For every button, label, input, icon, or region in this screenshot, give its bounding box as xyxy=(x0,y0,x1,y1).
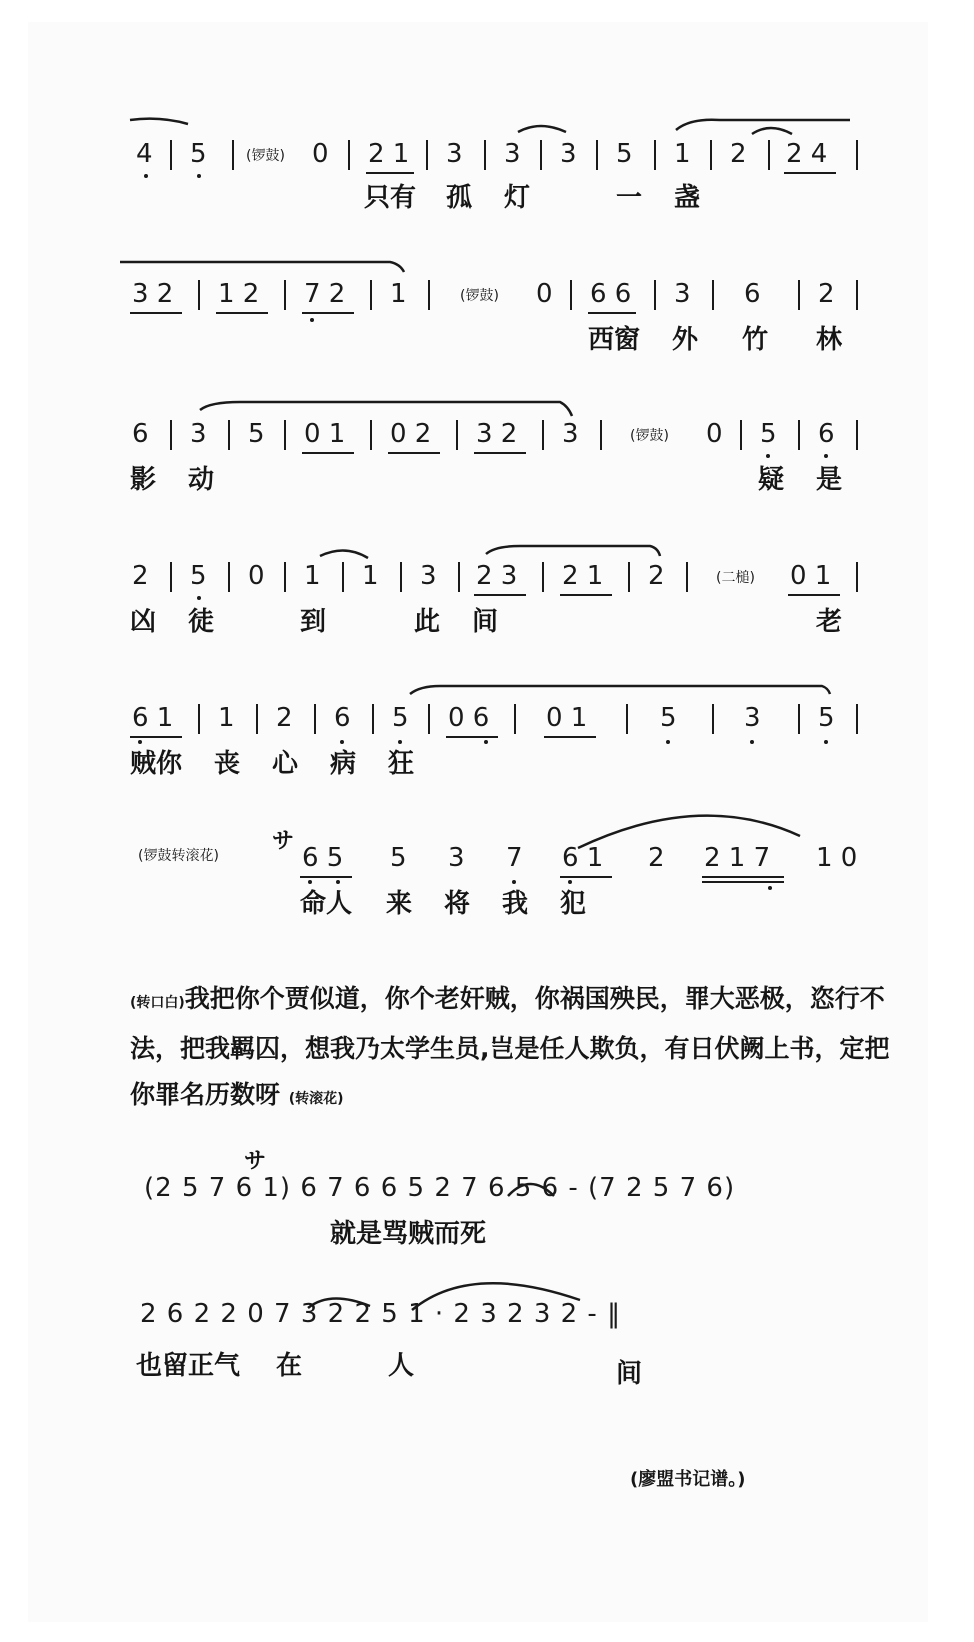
octave-dot xyxy=(512,880,516,884)
barline xyxy=(712,704,714,734)
lyric: 也留正气 xyxy=(136,1351,241,1381)
underline xyxy=(130,312,182,314)
note: 3 2 xyxy=(476,419,518,449)
note: 3 xyxy=(446,139,463,169)
note: 6 xyxy=(744,279,761,309)
barline xyxy=(348,140,350,170)
underline xyxy=(302,312,354,314)
barline xyxy=(198,280,200,310)
percussion-label: (锣鼓) xyxy=(460,288,499,304)
note: 6 1 xyxy=(562,843,604,873)
underline xyxy=(446,736,498,738)
note: 3 xyxy=(190,419,207,449)
octave-dot xyxy=(750,740,754,744)
barline xyxy=(570,280,572,310)
barline xyxy=(170,140,172,170)
barline xyxy=(540,140,542,170)
note: 3 xyxy=(744,703,761,733)
barline xyxy=(484,140,486,170)
barline xyxy=(710,140,712,170)
barline xyxy=(284,562,286,592)
spoken-text: 我把你个贾似道，你个老奸贼，你祸国殃民，罪大恶极，恣行不法，把我羁囚，想我乃太学生员,岂是任人欺负，有日伏阙上书，定把你罪名历数呀 xyxy=(130,984,890,1109)
barline xyxy=(458,562,460,592)
note: 5 xyxy=(760,419,777,449)
slur xyxy=(486,546,660,556)
underline xyxy=(588,312,636,314)
lyric: 我 xyxy=(502,889,529,919)
slur xyxy=(518,126,566,132)
barline xyxy=(284,420,286,450)
underline xyxy=(560,876,612,878)
note: 3 xyxy=(420,561,437,591)
underline xyxy=(216,312,268,314)
barline xyxy=(626,704,628,734)
note: 4 xyxy=(136,139,153,169)
notation-row-2 xyxy=(0,278,974,318)
lyric: 到 xyxy=(300,607,327,637)
note: 1 xyxy=(218,703,235,733)
lyric: 动 xyxy=(188,465,215,495)
lyric: 人 xyxy=(388,1351,415,1381)
note: 0 1 xyxy=(304,419,346,449)
lyric: 就是骂贼而死 xyxy=(330,1219,487,1249)
notation-row-8: 2 6 2 2 0 7 3 2 2 5 1 · 2 3 2 3 2 - ‖ xyxy=(140,1299,622,1329)
barline xyxy=(256,704,258,734)
octave-dot xyxy=(336,880,340,884)
barline xyxy=(542,420,544,450)
barline xyxy=(798,420,800,450)
percussion-label: (锣鼓) xyxy=(630,428,669,444)
note: 0 xyxy=(706,419,723,449)
slur xyxy=(410,686,830,694)
note: 5 xyxy=(392,703,409,733)
note: 3 2 xyxy=(132,279,174,309)
barline xyxy=(428,280,430,310)
note: 6 6 xyxy=(590,279,632,309)
slur xyxy=(200,402,572,416)
octave-dot xyxy=(144,174,148,178)
lyric: 徒 xyxy=(188,607,215,637)
note: 0 1 xyxy=(790,561,832,591)
barline xyxy=(400,562,402,592)
barline xyxy=(856,140,858,170)
barline xyxy=(856,420,858,450)
barline xyxy=(686,562,688,592)
barline xyxy=(542,562,544,592)
percussion-label: (二槌) xyxy=(716,570,755,586)
underline xyxy=(366,172,414,174)
barline xyxy=(428,704,430,734)
underline xyxy=(702,876,784,878)
lyric: 贼你 xyxy=(130,749,183,779)
note: 0 xyxy=(312,139,329,169)
barline xyxy=(284,280,286,310)
lyric: 影 xyxy=(130,465,157,495)
lyric: 疑 xyxy=(758,465,785,495)
transcriber-credit: (廖盟书记谱。) xyxy=(630,1469,746,1490)
lyric: 竹 xyxy=(742,325,769,355)
slur xyxy=(752,128,792,134)
octave-dot xyxy=(197,174,201,178)
note: 2 1 7 xyxy=(704,843,771,873)
lyric: 是 xyxy=(816,465,843,495)
note: 2 xyxy=(730,139,747,169)
octave-dot xyxy=(484,740,488,744)
lyric: 只有 xyxy=(364,183,417,213)
lyric: 此 xyxy=(414,607,441,637)
notation-row-1 xyxy=(0,138,974,178)
notation-row-7: (2 5 7 6 1) 6 7 6 6 5 2 7 6 5 6 - (7 2 5 7 6) xyxy=(144,1173,736,1203)
underline xyxy=(544,736,596,738)
barline xyxy=(514,704,516,734)
note: 7 2 xyxy=(304,279,346,309)
note: 5 xyxy=(190,139,207,169)
note: 1 xyxy=(304,561,321,591)
barline xyxy=(170,420,172,450)
lyric: 来 xyxy=(386,889,413,919)
lyric: 外 xyxy=(672,325,699,355)
note: 3 xyxy=(448,843,465,873)
notation-row-6 xyxy=(0,829,974,882)
note: 1 xyxy=(674,139,691,169)
note: 6 1 xyxy=(132,703,174,733)
barline xyxy=(740,420,742,450)
octave-dot xyxy=(310,318,314,322)
barline xyxy=(372,704,374,734)
note: 1 0 xyxy=(816,843,858,873)
note: 6 xyxy=(818,419,835,449)
underline xyxy=(560,594,612,596)
lyric: 丧 xyxy=(214,749,241,779)
slur xyxy=(120,262,404,272)
slur xyxy=(320,550,368,558)
octave-dot xyxy=(340,740,344,744)
note: 2 3 xyxy=(476,561,518,591)
notation-row-4 xyxy=(0,560,974,600)
lyric: 心 xyxy=(272,749,299,779)
note: 6 5 xyxy=(302,843,344,873)
note: 2 xyxy=(132,561,149,591)
note: 2 1 xyxy=(368,139,410,169)
note: 1 2 xyxy=(218,279,260,309)
notation-row-3 xyxy=(0,418,974,458)
lyric: 狂 xyxy=(388,749,415,779)
note: 6 xyxy=(334,703,351,733)
barline xyxy=(856,280,858,310)
lyric: 在 xyxy=(276,1351,303,1381)
lyric: 一 xyxy=(616,183,643,213)
barline xyxy=(228,420,230,450)
underline xyxy=(302,452,354,454)
note: 2 xyxy=(648,561,665,591)
percussion-label: (锣鼓) xyxy=(246,148,285,164)
lyric: 老 xyxy=(816,607,843,637)
note: 5 xyxy=(248,419,265,449)
octave-dot xyxy=(666,740,670,744)
lyric: 命人 xyxy=(300,889,353,919)
spoken-dialogue xyxy=(130,976,890,1122)
free-rhythm-mark: サ xyxy=(244,1149,267,1174)
note: 0 xyxy=(248,561,265,591)
note: 1 xyxy=(362,561,379,591)
note: 3 xyxy=(560,139,577,169)
spoken-label: (转口白) xyxy=(130,995,185,1011)
barline xyxy=(370,420,372,450)
note: 5 xyxy=(390,843,407,873)
barline xyxy=(370,280,372,310)
lyric: 病 xyxy=(330,749,357,779)
note: 2 xyxy=(276,703,293,733)
lyric: 间 xyxy=(616,1359,643,1389)
note: 5 xyxy=(190,561,207,591)
note: 7 xyxy=(506,843,523,873)
octave-dot xyxy=(138,740,142,744)
note: 6 xyxy=(132,419,149,449)
barline xyxy=(198,704,200,734)
underline xyxy=(474,452,526,454)
note: 0 6 xyxy=(448,703,490,733)
note: 2 4 xyxy=(786,139,828,169)
lyric: 凶 xyxy=(130,607,157,637)
lyric: 间 xyxy=(472,607,499,637)
note: 5 xyxy=(660,703,677,733)
octave-dot xyxy=(824,740,828,744)
barline xyxy=(768,140,770,170)
barline xyxy=(426,140,428,170)
octave-dot xyxy=(197,596,201,600)
octave-dot xyxy=(766,454,770,458)
percussion-label: (锣鼓转滚花) xyxy=(138,848,219,864)
barline xyxy=(654,140,656,170)
note: 0 xyxy=(536,279,553,309)
free-rhythm-mark: サ xyxy=(272,829,295,854)
note: 0 2 xyxy=(390,419,432,449)
barline xyxy=(600,420,602,450)
barline xyxy=(342,562,344,592)
barline xyxy=(314,704,316,734)
barline xyxy=(170,562,172,592)
lyric: 灯 xyxy=(504,183,531,213)
barline xyxy=(232,140,234,170)
lyric: 孤 xyxy=(446,183,473,213)
underline xyxy=(474,594,526,596)
underline xyxy=(130,736,182,738)
underline xyxy=(300,876,352,878)
barline xyxy=(856,562,858,592)
barline xyxy=(798,280,800,310)
note: 2 xyxy=(648,843,665,873)
lyric: 林 xyxy=(816,325,843,355)
lyric: 盏 xyxy=(674,183,701,213)
barline xyxy=(596,140,598,170)
underline xyxy=(788,594,840,596)
barline xyxy=(712,280,714,310)
underline xyxy=(388,452,440,454)
notation-row-5 xyxy=(0,702,974,742)
barline xyxy=(456,420,458,450)
note: 0 1 xyxy=(546,703,588,733)
barline xyxy=(856,704,858,734)
octave-dot xyxy=(568,880,572,884)
barline xyxy=(228,562,230,592)
note: 3 xyxy=(562,419,579,449)
barline xyxy=(798,704,800,734)
note: 5 xyxy=(616,139,633,169)
underline xyxy=(784,172,836,174)
note: 3 xyxy=(504,139,521,169)
octave-dot xyxy=(824,454,828,458)
note: 5 xyxy=(818,703,835,733)
double-underline xyxy=(702,881,784,883)
lyric: 犯 xyxy=(560,889,587,919)
note: 2 1 xyxy=(562,561,604,591)
note: 1 xyxy=(390,279,407,309)
section-label: (转滚花) xyxy=(288,1091,344,1107)
barline xyxy=(654,280,656,310)
octave-dot xyxy=(398,740,402,744)
lyric: 将 xyxy=(444,889,471,919)
octave-dot xyxy=(768,886,772,890)
lyric: 西窗 xyxy=(588,325,641,355)
note: 2 xyxy=(818,279,835,309)
note: 3 xyxy=(674,279,691,309)
octave-dot xyxy=(308,880,312,884)
barline xyxy=(628,562,630,592)
slur xyxy=(130,119,188,124)
